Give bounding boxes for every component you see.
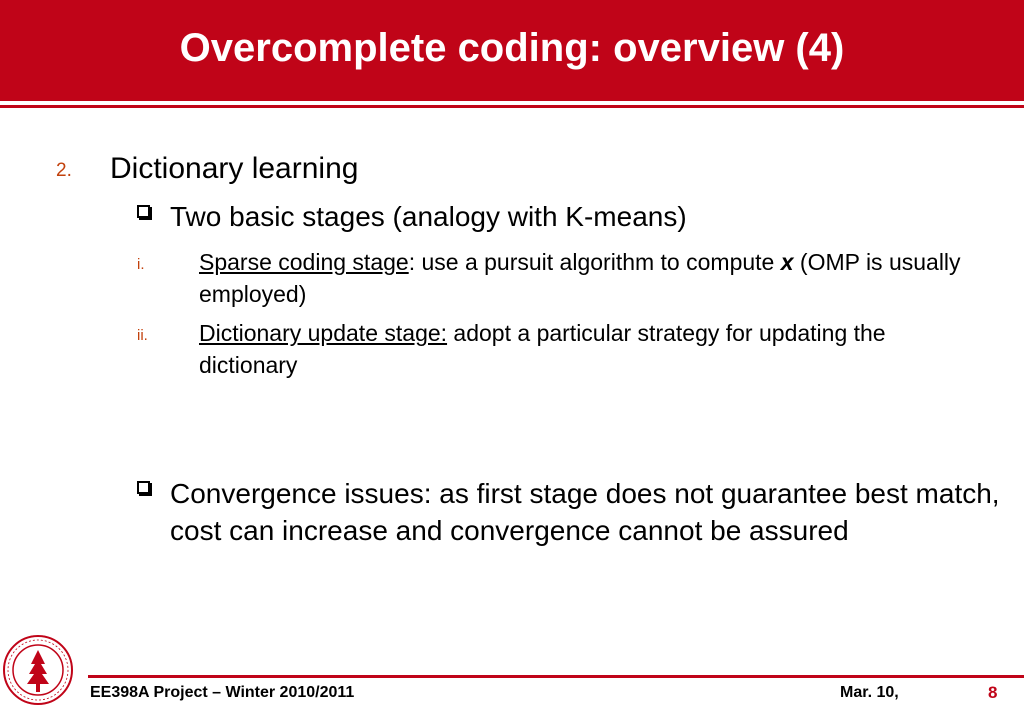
stage-dictionary-update <box>199 317 989 381</box>
math-symbol-x: x <box>780 249 794 275</box>
slide-title: Overcomplete coding: overview (4) <box>179 26 845 70</box>
stage-text: : use a pursuit algorithm to compute <box>408 249 781 275</box>
university-seal-icon <box>2 634 74 706</box>
list-item-dictionary-learning: Dictionary learning <box>110 152 359 185</box>
bullet-convergence-issues: Convergence issues: as first stage does not guarantee best match, cost can increase and convergence cannot be assured <box>170 478 1000 546</box>
roman-marker-ii: ii. <box>137 327 148 344</box>
square-bullet-icon <box>137 481 150 494</box>
stage-heading: Dictionary update stage: <box>199 320 448 346</box>
page-number: 8 <box>988 683 998 702</box>
footer-date: Mar. 10, <box>840 684 899 701</box>
title-divider <box>0 105 1024 108</box>
footer-project: EE398A Project – Winter 2010/2011 <box>90 684 355 701</box>
title-bar <box>0 0 1024 101</box>
stage-heading: Sparse coding stage <box>199 249 409 275</box>
bullet-two-stages: Two basic stages (analogy with K-means) <box>170 201 687 232</box>
footer-divider <box>88 675 1024 678</box>
stage-text-after: (OMP is usually employed) <box>199 249 961 307</box>
stage-text: adopt a particular strategy for updating the dictionary <box>199 320 886 378</box>
list-number: 2. <box>56 160 72 181</box>
roman-marker-i: i. <box>137 256 145 273</box>
stage-sparse-coding <box>199 246 989 310</box>
square-bullet-icon <box>137 205 150 218</box>
